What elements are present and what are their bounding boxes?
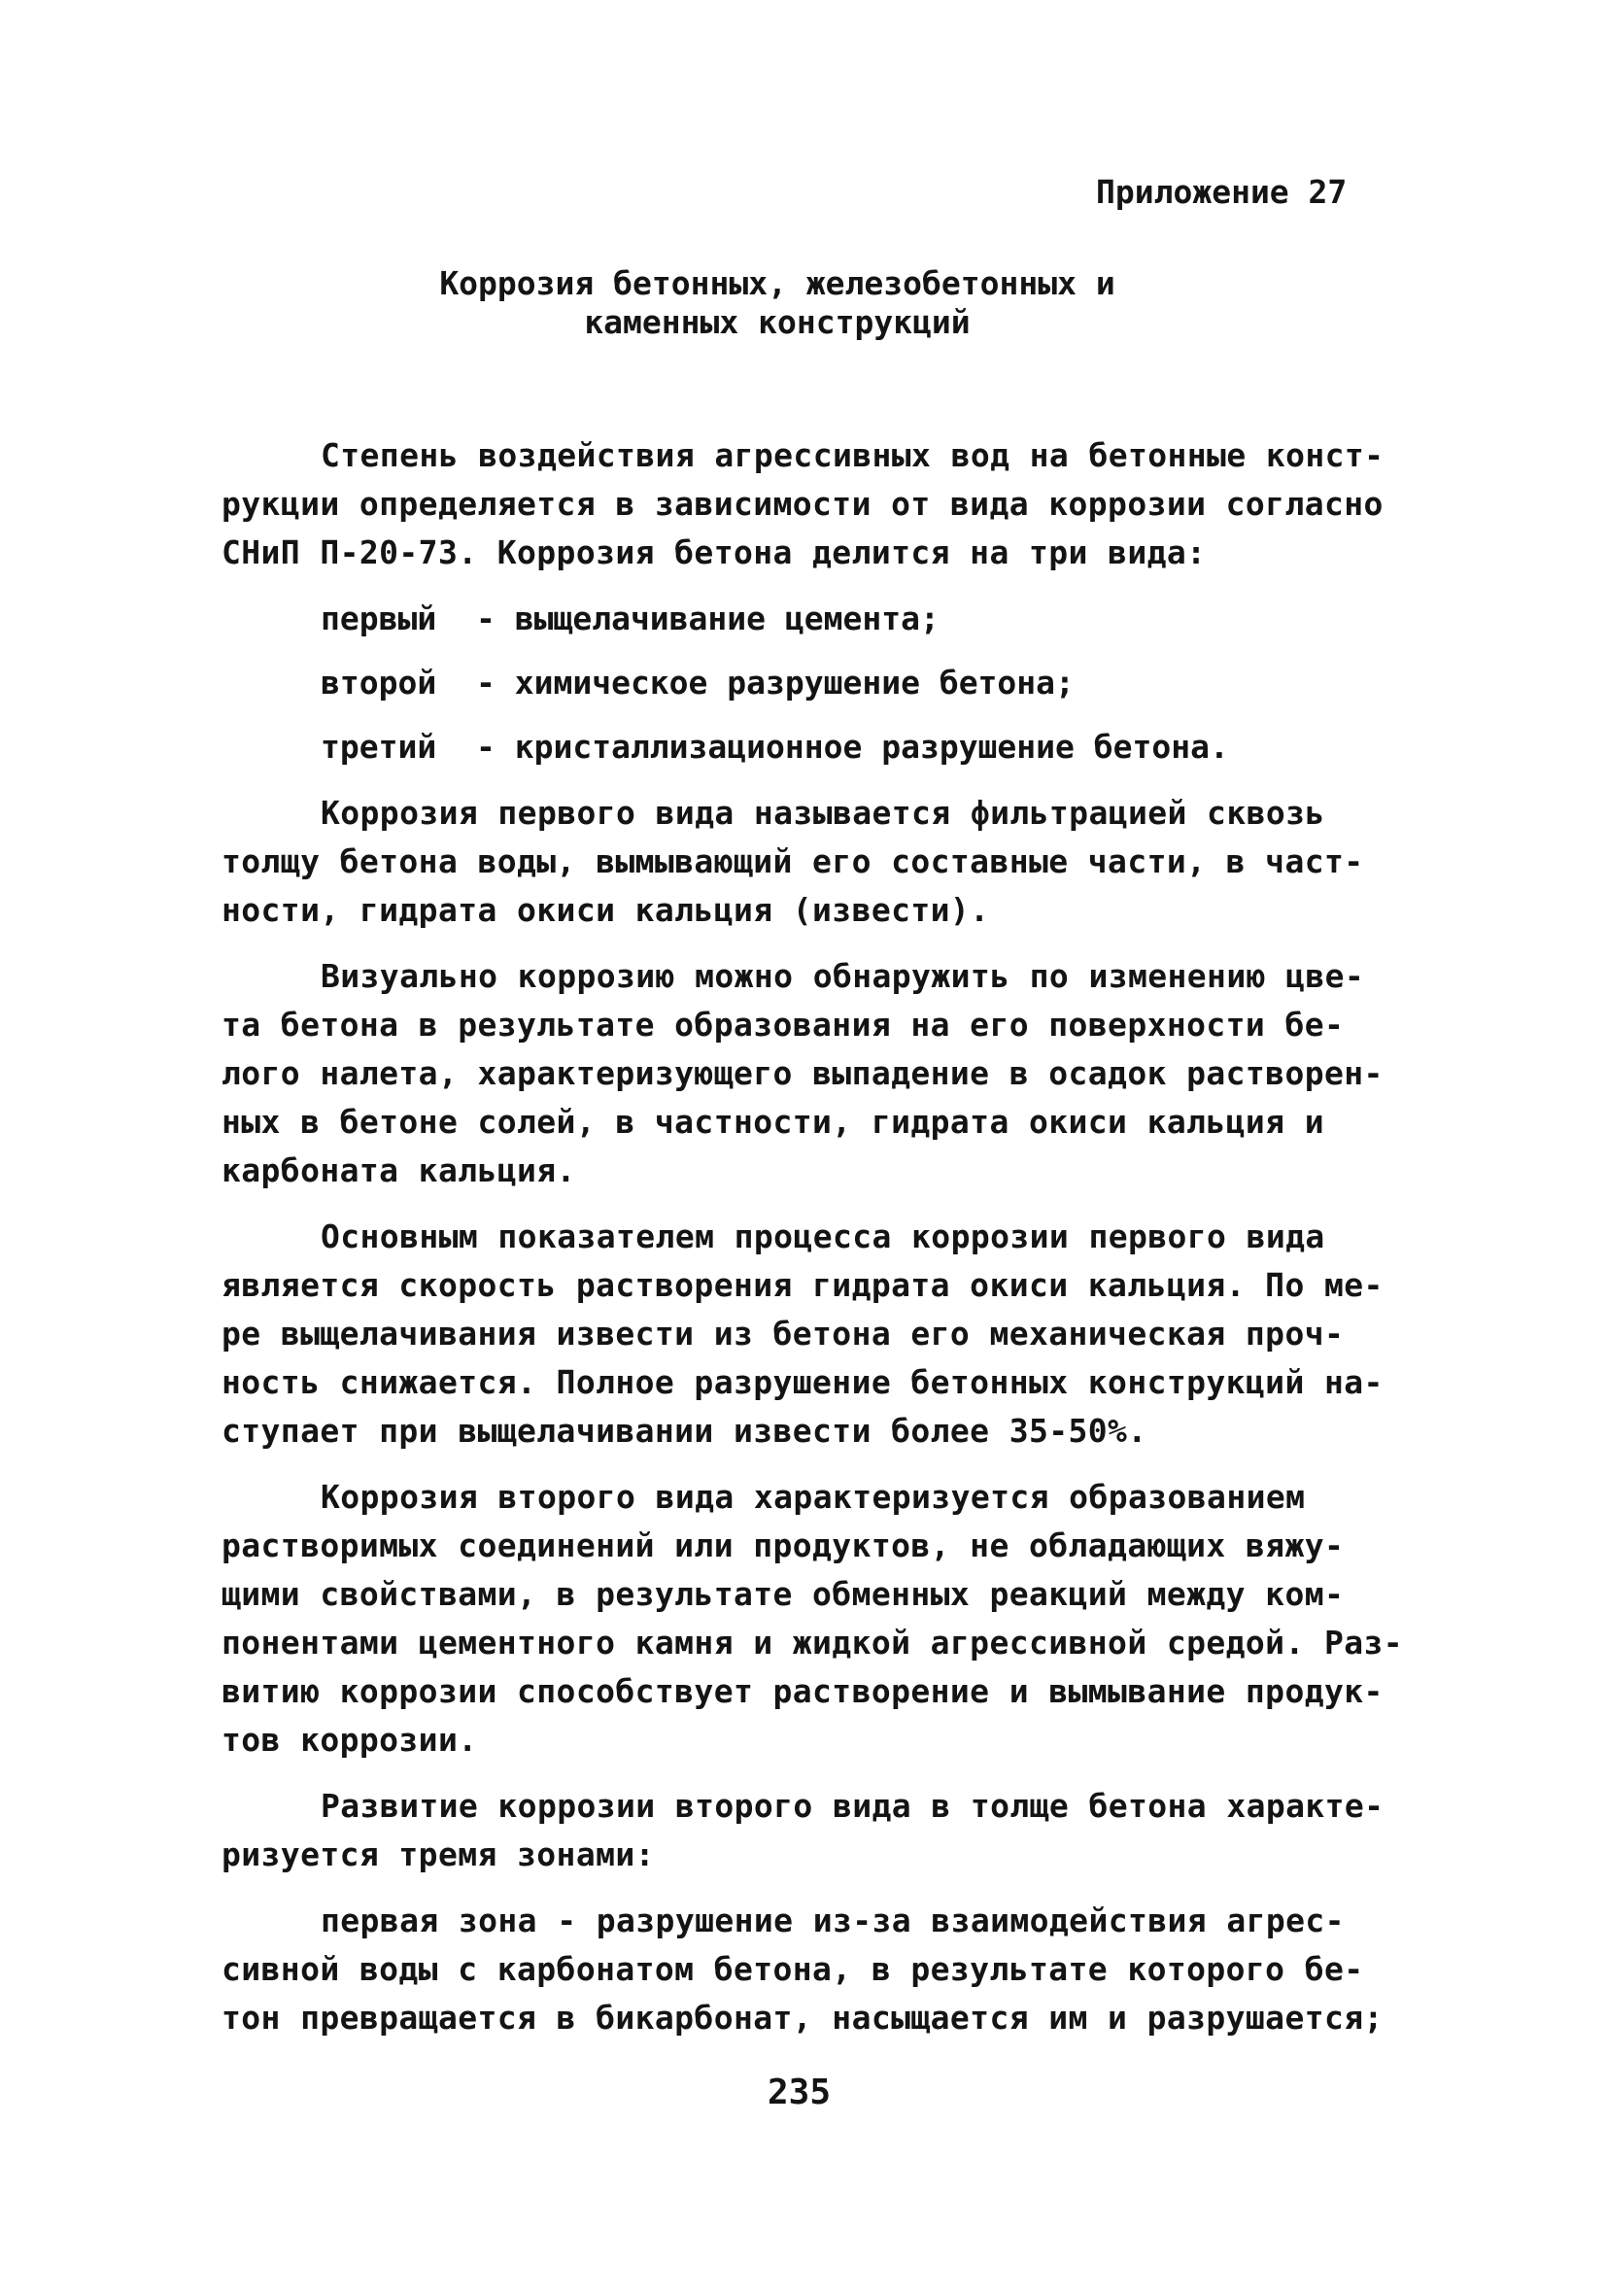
paragraph-line: Основным показателем процесса коррозии первого вида (321, 1217, 1325, 1255)
paragraph-line: тов коррозии. (222, 1721, 478, 1759)
paragraph-line: растворимых соединений или продуктов, не обладающих вяжу- (222, 1526, 1345, 1564)
paragraph-line: та бетона в результате образования на его поверхности бе- (222, 1006, 1345, 1044)
list-term: третий (321, 728, 437, 766)
paragraph-line: СНиП П-20-73. Коррозия бетона делится на три вида: (222, 533, 1207, 571)
paragraph-line: толщу бетона воды, вымывающий его составные части, в част- (222, 842, 1364, 880)
paragraph-line: понентами цементного камня и жидкой агрессивной средой. Раз- (222, 1624, 1404, 1662)
list-term: второй (321, 664, 437, 702)
paragraph-line: тон превращается в бикарбонат, насыщается им и разрушается; (222, 1999, 1384, 2037)
paragraph-line: Коррозия второго вида характеризуется образованием (321, 1478, 1306, 1516)
paragraph-line: витию коррозии способствует растворение и вымывание продук- (222, 1672, 1384, 1710)
list-description: - кристаллизационное разрушение бетона. (476, 728, 1229, 766)
list-description: - химическое разрушение бетона; (476, 664, 1075, 702)
list-description: - выщелачивание цемента; (476, 600, 940, 637)
paragraph-line: ре выщелачивания извести из бетона его механическая проч- (222, 1315, 1345, 1353)
paragraph-line: карбоната кальция. (222, 1151, 576, 1189)
paragraph-line: ных в бетоне солей, в частности, гидрата окиси кальция и (222, 1103, 1324, 1141)
paragraph-line: Развитие коррозии второго вида в толще бетона характе- (321, 1787, 1385, 1825)
paragraph-line: первая зона - разрушение из-за взаимодействия агрес- (321, 1902, 1345, 1939)
paragraph-line: Визуально коррозию можно обнаружить по изменению цве- (321, 957, 1365, 995)
paragraph-line: сивной воды с карбонатом бетона, в результате которого бе- (222, 1950, 1364, 1988)
paragraph-line: Коррозия первого вида называется фильтрацией сквозь (321, 794, 1325, 832)
title-line-1: Коррозия бетонных, железобетонных и (439, 264, 1115, 302)
page-number: 235 (768, 2073, 832, 2112)
paragraph-line: ность снижается. Полное разрушение бетонных конструкций на- (222, 1363, 1384, 1401)
appendix-label: Приложение 27 (1096, 173, 1348, 211)
paragraph-line: щими свойствами, в результате обменных реакций между ком- (222, 1575, 1345, 1613)
paragraph-line: лого налета, характеризующего выпадение в осадок растворен- (222, 1054, 1384, 1092)
paragraph-line: Степень воздействия агрессивных вод на бетонные конст- (321, 436, 1385, 474)
paragraph-line: ризуется тремя зонами: (222, 1835, 655, 1873)
title-line-2: каменных конструкций (584, 303, 971, 341)
document-title (291, 264, 1263, 342)
paragraph-line: ступает при выщелачивании извести более 35-50%. (222, 1412, 1147, 1450)
paragraph-line: является скорость растворения гидрата окиси кальция. По ме- (222, 1266, 1384, 1304)
list-term: первый (321, 600, 437, 637)
paragraph-line: рукции определяется в зависимости от вида коррозии согласно (222, 485, 1384, 523)
paragraph-line: ности, гидрата окиси кальция (извести). (222, 891, 990, 929)
